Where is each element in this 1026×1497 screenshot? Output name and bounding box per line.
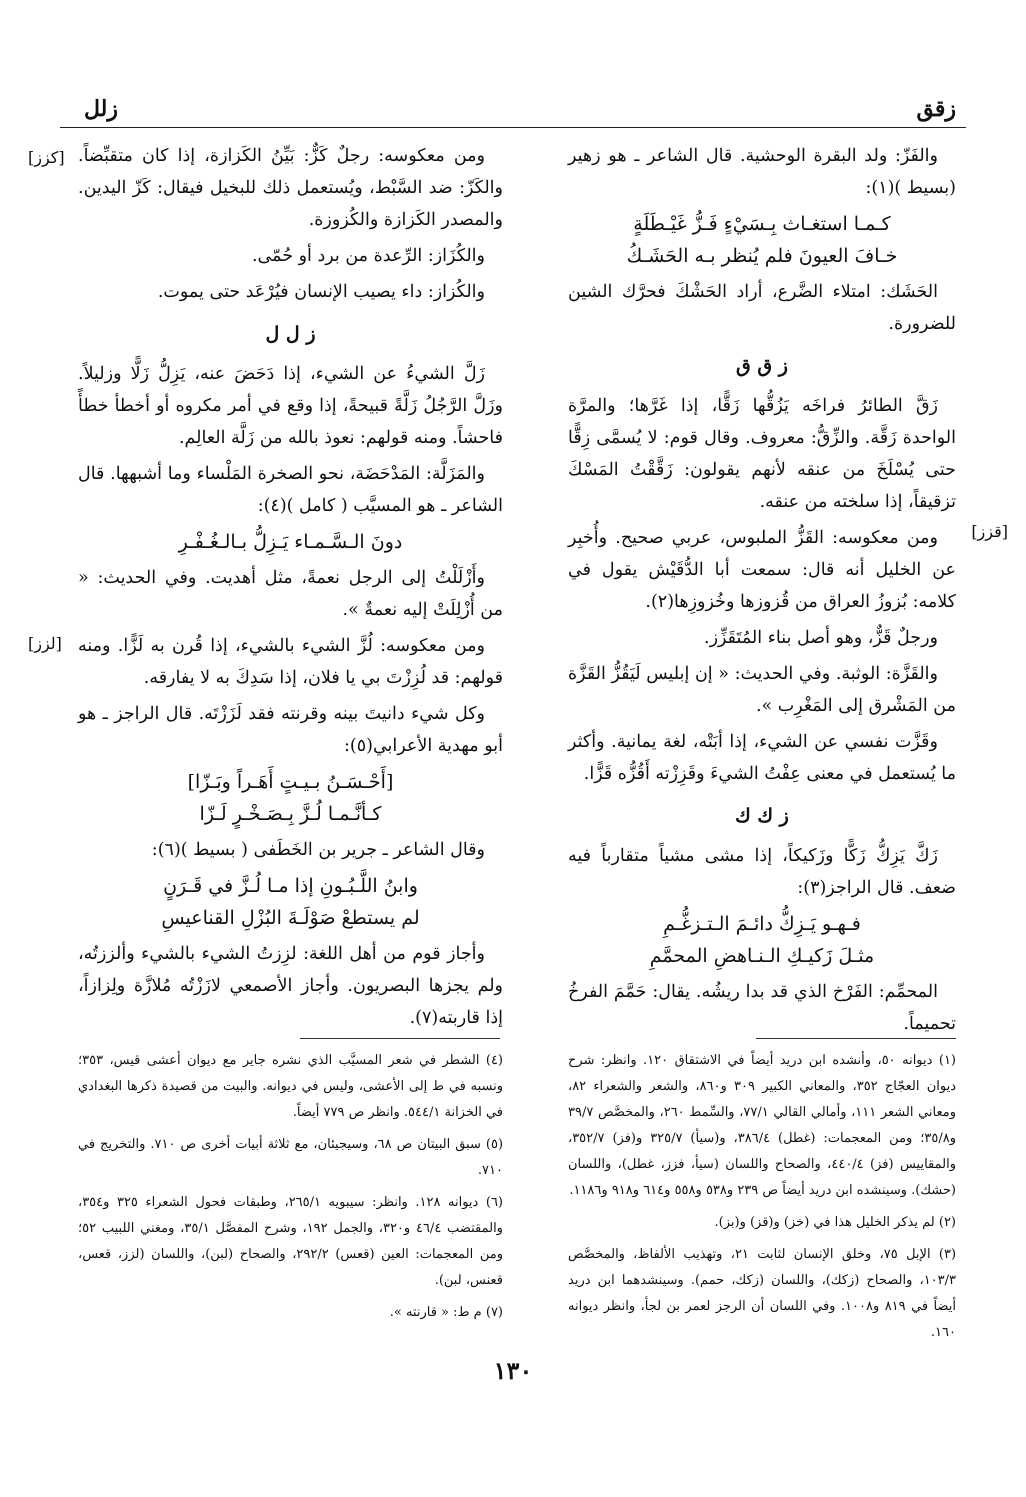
verse <box>568 908 956 972</box>
verse <box>78 766 503 830</box>
paragraph: المحمِّم: الفَرْخ الذي قد بدا ريشُه. يقال: حَمَّمَ الفرخُ تحميماً. <box>568 982 956 1034</box>
running-head-left: زلل <box>84 96 118 122</box>
paragraph: ورجلٌ قَزٌّ، وهو أصل بناء المُتَقَزِّز. <box>704 628 938 648</box>
margin-root-tag: [لزز] <box>28 634 62 653</box>
paragraph: ومن معكوسه: لُزَّ الشيء بالشيء، إذا قُرن به لَزًّا. ومنه قولهم: قد لُزِزْتَ بي يا فلان، إذا سَدِكَ به لا يفارقه. <box>78 636 503 688</box>
footnotes-right <box>568 1048 956 1352</box>
paragraph: والقَزَّة: الوثبة. وفي الحديث: « إن إبليس لَيَقُزُّ القَزَّة من المَشْرق إلى المَغْرِب ». <box>568 664 956 716</box>
paragraph: زَلَّ الشيءُ عن الشيء، إذا دَحَضَ عنه، يَزِلُّ زَلًّا وزليلاً. وزَلَّ الرَّجُلُ زَلَّةً قبيحةً، إذا وقع في أمر مكروه أو أخطأ خطأً فاحشاً. ومنه قولهم: نعوذ بالله من زَلَّة العالِم. <box>78 364 503 448</box>
verse-line: لم يستطعْ صَوْلَـةَ البُزْلِ القناعيسِ <box>161 907 420 929</box>
paragraph: والفَزّ: ولد البقرة الوحشية. قال الشاعر ـ هو زهير (بسيط )(١): <box>568 146 956 198</box>
left-column <box>78 140 503 1038</box>
verse-line: دونَ الـسَّـمـاء يَـزِلُّ بـالـغُـفْـرِ <box>178 531 403 553</box>
verse-line: [أَحْـسَـنُ بـيـتٍ أَهَـراً وبَـزّا] <box>187 771 394 793</box>
footnote-rule <box>756 1038 956 1039</box>
verse <box>78 526 503 558</box>
footnote-rule <box>300 1038 500 1039</box>
verse-line: وابنُ اللَّـبُـونِ إذا مـا لُـزَّ في قَـرَنٍ <box>163 875 418 897</box>
footnote: (٢) لم يذكر الخليل هذا في (خز) و(قز) و(بز). <box>714 1215 956 1230</box>
paragraph: ومن معكوسه: رجلٌ كَزٌّ: بَيِّنُ الكَزازة، إذا كان متقبِّضاً. والكَزّ: ضد السَّبْط، ويُستعمل ذلك للبخيل فيقال: كَزّ اليدين. والمصدر الكَزازة والكُزوزة. <box>78 146 503 230</box>
verse-line: خـافَ العيونَ فلم يُنظر بـه الحَشَـكُ <box>626 245 898 267</box>
root-heading: ز ل ل <box>265 323 316 345</box>
footnote: (٤) الشطر في شعر المسيَّب الذي نشره جاير مع ديوان أعشى قيس، ٣٥٣؛ ونسبه في ط إلى الأعشى، وليس في ديوانه. والبيت من قصيدة ذكرها البغدادي في الخزانة ٥٤٤/١. وانظر ص ٧٧٩ أيضاً. <box>78 1053 503 1120</box>
verse-line: مثـلَ زَكيـكِ الـنـاهضِ المحمَّمِ <box>649 945 875 967</box>
margin-root-tag: [كزز] <box>28 148 65 167</box>
paragraph: زَقَّ الطائرُ فراخَه يَزُقُّها زَقًّا، إذا غَرَّها؛ والمرَّة الواحدة زَقَّة. والزِّقُّ: معروف. وقال قوم: لا يُسمَّى زِقًّا حتى يُسْلَخَ من عنقه لأنهم يقولون: زَقَّقْتُ المَسْكَ تزقيقاً، إذا سلخته من عنقه. <box>568 396 956 512</box>
paragraph: وأَزْلَلْتُ إلى الرجل نعمةً، مثل أهديت. وفي الحديث: « من أُزْلِلَتْ إليه نعمةٌ ». <box>78 568 503 620</box>
paragraph: زَكَّ يَزِكُّ زَكًّا وزَكيكاً، إذا مشى مشياً متقارباً فيه ضعف. قال الراجز(٣): <box>568 846 956 898</box>
margin-root-tag: [قزز] <box>971 522 1008 541</box>
page-number: ١٣٠ <box>493 1356 533 1385</box>
paragraph: والكُزَاز: الرِّعدة من برد أو حُمّى. <box>251 246 485 266</box>
running-head-right: زقق <box>916 96 956 122</box>
footnote: (٣) الإبل ٧٥، وخلق الإنسان لثابت ٢١، وتهذيب الألفاظ، والمخصَّص ١٠٣/٣، والصحاح (زكك)، واللسان (زكك، حمم). وسينشدهما ابن دريد أيضاً في ٨١٩ و١٠٠٨. وفي اللسان أن الرجز لعمر بن لجأ، وانظر ديوانه ١٦٠. <box>568 1247 957 1340</box>
paragraph: والكُزاز: داء يصيب الإنسان فيُرْعَد حتى يموت. <box>157 282 485 302</box>
header-rule <box>60 127 966 128</box>
right-column <box>568 140 956 1044</box>
paragraph: ومن معكوسه: القَزُّ الملبوس، عربي صحيح. وأُخبِر عن الخليل أنه قال: سمعت أبا الدُّقَيْش يقول في كلامه: بُزوزُ العراق من قُزوزها وخُزوزِها(٢). <box>568 528 956 612</box>
paragraph: وقال الشاعر ـ جرير بن الخَطَفى ( بسيط )(٦): <box>151 840 485 860</box>
verse-line: كـأنَّـمـا لُـزَّ بِـصَـخْـرٍ لَـزّا <box>199 803 382 825</box>
verse <box>568 208 956 272</box>
verse-line: فـهـو يَـزِكُّ دائـمَ الـتـزغُّـمِ <box>663 913 861 935</box>
footnote: (٦) ديوانه ١٢٨. وانظر: سيبويه ٢٦٥/١، وطبقات فحول الشعراء ٣٢٥ و٣٥٤، والمقتضب ٤٦/٤ و٣٢٠، والجمل ١٩٢، وشرح المفصَّل ٣٥/١، ومغني اللبيب ٥٢؛ ومن المعجمات: العين (قعس) ٢٩٢/٢، والصحاح (لبن)، واللسان (لزز، قعس، قعنس، لبن). <box>78 1195 503 1288</box>
footnote: (٧) م ط: « قارنته ». <box>389 1305 503 1320</box>
verse-line: كـمـا استغـاث بِـسَيْءٍ فَـزُّ غَيْـطَلَةٍ <box>633 213 891 235</box>
paragraph: وأجاز قوم من أهل اللغة: لزِزتُ الشيء بالشيء وألززتُه، ولم يجزها البصريون. وأجاز الأصمعي لازَزْتُه مُلازَّة ولِزازاً، إذا قاربته(٧). <box>78 944 503 1028</box>
footnotes-left <box>78 1048 503 1332</box>
paragraph: الحَشَك: امتلاء الضَّرع، أراد الحَشْكَ فحرَّك الشين للضرورة. <box>568 282 956 334</box>
root-heading: ز ق ق <box>736 355 788 377</box>
footnote: (٥) سبق البيتان ص ٦٨، وسيجيئان، مع ثلاثة أبيات أخرى ص ٧١٠. والتخريج في ٧١٠. <box>78 1137 504 1178</box>
root-heading: ز ك ك <box>735 805 789 827</box>
paragraph: وكل شيء دانيتَ بينه وقرنته فقد لَزَزْتَه. قال الراجز ـ هو أبو مهدية الأعرابي(٥): <box>78 704 503 756</box>
verse <box>78 870 503 934</box>
paragraph: وقَزَّت نفسي عن الشيء، إذا أبَتْه، لغة يمانية. وأكثر ما يُستعمل في معنى عِفْتُ الشيءَ وقَزِزْته أَقُزُّه قَزًّا. <box>568 732 956 784</box>
footnote: (١) ديوانه ٥٠، وأنشده ابن دريد أيضاً في الاشتقاق ١٢٠. وانظر: شرح ديوان العجّاج ٣٥٢، والمعاني الكبير ٣٠٩ و٨٦٠، والشعر والشعراء ٨٢، ومعاني الشعر ١١١، وأمالي القالي ٧٧/١، والسِّمط ٢٦٠، والمخصَّص ٣٩/٧ و٣٥/٨؛ ومن المعجمات: (غطل) ٣٨٦/٤، و(سيأ) ٣٢٥/٧ و(فز) ٣٥٢/٧، والمقاييس (فز) ٤٤٠/٤، والصحاح واللسان (سيأ، فزز، غطل)، واللسان (حشك). وسينشده ابن دريد أيضاً ص ٢٣٩ و٥٣٨ و٥٥٨ و٦١٤ و٩١٨ و١١٨٦. <box>568 1053 957 1198</box>
paragraph: والمَزَلَّة: المَدْحَضَة، نحو الصخرة المَلْساء وما أشبهها. قال الشاعر ـ هو المسيَّب ( كامل )(٤): <box>78 464 503 516</box>
